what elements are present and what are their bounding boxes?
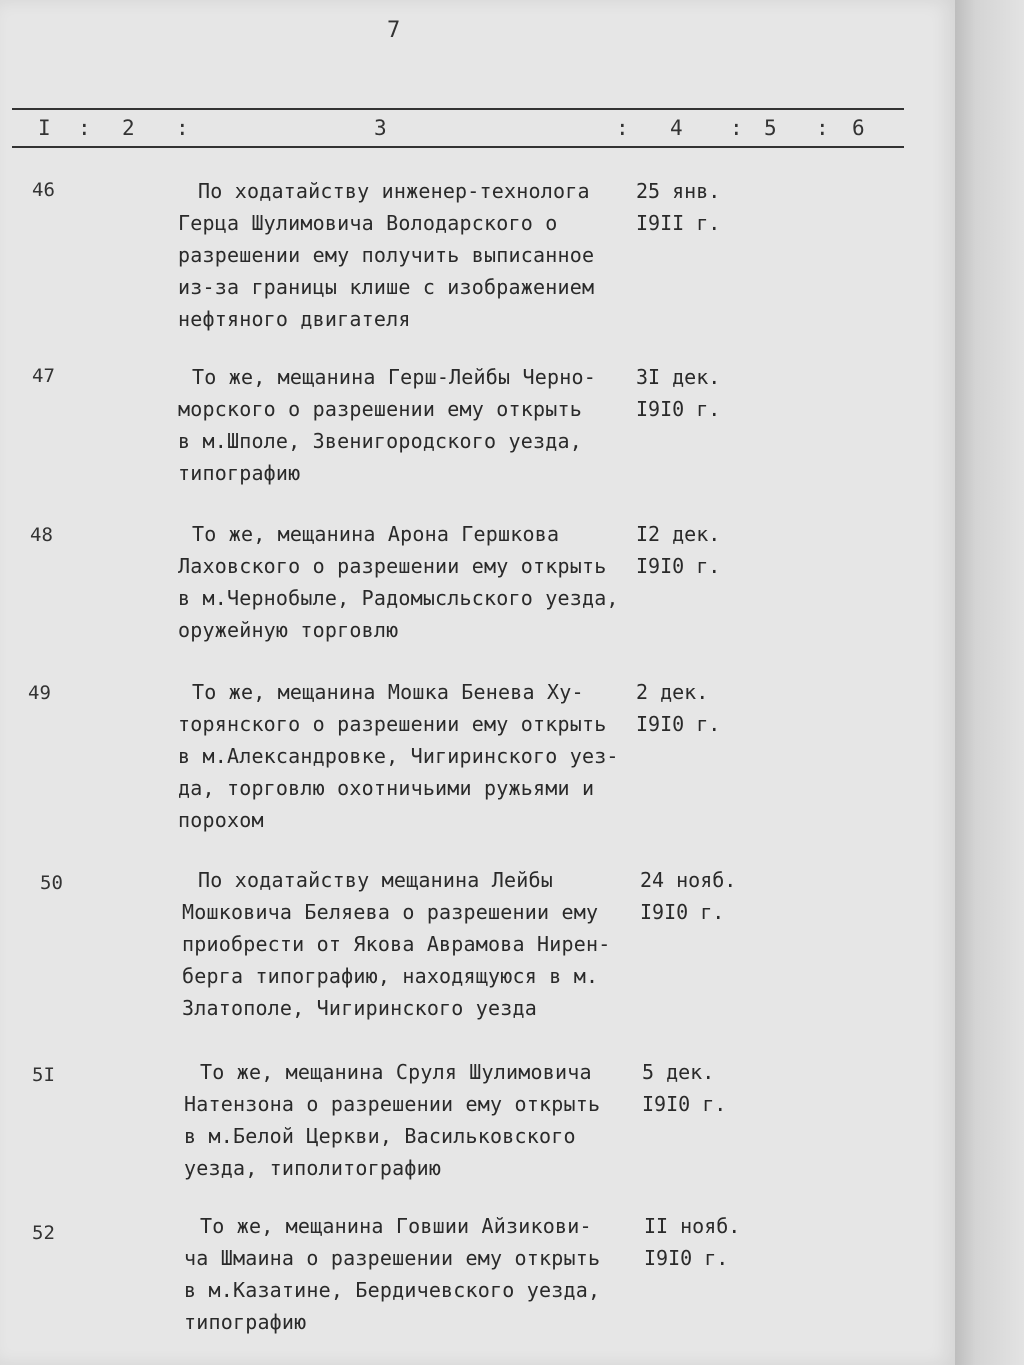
description-line: разрешении ему получить выписанное bbox=[178, 243, 595, 267]
date-year: I9I0 г. bbox=[636, 397, 721, 421]
entry-date bbox=[636, 361, 756, 425]
column-1-separator: : bbox=[78, 116, 91, 140]
entry-description bbox=[184, 1056, 644, 1184]
date-day: II нояб. bbox=[644, 1214, 741, 1238]
date-day: 24 нояб. bbox=[640, 868, 737, 892]
description-line: Мошковича Беляева о разрешении ему bbox=[182, 900, 599, 924]
description-line: приобрести от Якова Аврамова Нирен- bbox=[182, 932, 611, 956]
date-year: I9I0 г. bbox=[642, 1092, 727, 1116]
description-line: Герца Шулимовича Володарского о bbox=[178, 211, 558, 235]
description-line: торянского о разрешении ему открыть bbox=[178, 712, 607, 736]
column-3-label: 3 bbox=[374, 116, 387, 140]
column-3-separator: : bbox=[616, 116, 629, 140]
entry-date bbox=[636, 518, 756, 582]
column-4-separator: : bbox=[730, 116, 743, 140]
description-line: То же, мещанина Арона Гершкова bbox=[192, 522, 560, 546]
entry-date bbox=[642, 1056, 762, 1120]
description-line: То же, мещанина Герш-Лейбы Черно- bbox=[192, 365, 596, 389]
entry-date bbox=[640, 864, 760, 928]
entry-description bbox=[178, 175, 638, 335]
date-year: I9II г. bbox=[636, 211, 721, 235]
entry-description bbox=[178, 518, 638, 646]
description-line: в м.Белой Церкви, Васильковского bbox=[184, 1124, 576, 1148]
entry-description bbox=[178, 361, 638, 489]
column-2-label: 2 bbox=[122, 116, 135, 140]
entry-number: 49 bbox=[28, 682, 51, 704]
page-edge-shadow bbox=[955, 0, 1024, 1365]
date-day: 5 дек. bbox=[642, 1060, 715, 1084]
description-line: в м.Шполе, Звенигородского уезда, bbox=[178, 429, 582, 453]
description-line: из-за границы клише с изображением bbox=[178, 275, 595, 299]
column-2-separator: : bbox=[176, 116, 189, 140]
description-line: Натензона о разрешении ему открыть bbox=[184, 1092, 601, 1116]
description-line: нефтяного двигателя bbox=[178, 307, 411, 331]
description-line: в м.Александровке, Чигиринского уез- bbox=[178, 744, 619, 768]
description-line: типографию bbox=[184, 1310, 307, 1334]
column-5-label: 5 bbox=[764, 116, 777, 140]
date-day: I2 дек. bbox=[636, 522, 721, 546]
entry-description bbox=[184, 1210, 644, 1338]
description-line: Златополе, Чигиринского уезда bbox=[182, 996, 537, 1020]
header-top-rule bbox=[12, 108, 904, 110]
entry-date bbox=[644, 1210, 764, 1274]
page-number: 7 bbox=[387, 18, 401, 43]
description-line: То же, мещанина Говшии Айзикови- bbox=[200, 1214, 592, 1238]
entry-date bbox=[636, 676, 756, 740]
description-line: типографию bbox=[178, 461, 301, 485]
description-line: То же, мещанина Сруля Шулимовича bbox=[200, 1060, 592, 1084]
header-bottom-rule bbox=[12, 146, 904, 148]
description-line: морского о разрешении ему открыть bbox=[178, 397, 582, 421]
entry-number: 48 bbox=[30, 524, 53, 546]
entry-number: 46 bbox=[32, 179, 55, 201]
entry-number: 52 bbox=[32, 1222, 55, 1244]
description-line: да, торговлю охотничьими ружьями и bbox=[178, 776, 595, 800]
description-line: То же, мещанина Мошка Бенева Ху- bbox=[192, 680, 584, 704]
entry-date bbox=[636, 175, 756, 239]
date-day: 3I дек. bbox=[636, 365, 721, 389]
column-5-separator: : bbox=[816, 116, 829, 140]
column-1-label: I bbox=[38, 116, 51, 140]
entry-description bbox=[178, 676, 638, 836]
description-line: берга типографию, находящуюся в м. bbox=[182, 964, 599, 988]
entry-description bbox=[182, 864, 642, 1024]
description-line: оружейную торговлю bbox=[178, 618, 399, 642]
entry-number: 50 bbox=[40, 872, 63, 894]
column-6-label: 6 bbox=[852, 116, 865, 140]
date-year: I9I0 г. bbox=[636, 712, 721, 736]
description-line: в м.Чернобыле, Радомысльского уезда, bbox=[178, 586, 619, 610]
description-line: Лаховского о разрешении ему открыть bbox=[178, 554, 607, 578]
date-year: I9I0 г. bbox=[636, 554, 721, 578]
column-4-label: 4 bbox=[670, 116, 683, 140]
description-line: ча Шмаина о разрешении ему открыть bbox=[184, 1246, 601, 1270]
date-day: 25 янв. bbox=[636, 179, 721, 203]
description-line: в м.Казатине, Бердичевского уезда, bbox=[184, 1278, 601, 1302]
entry-number: 5I bbox=[32, 1064, 55, 1086]
entry-number: 47 bbox=[32, 365, 55, 387]
description-line: По ходатайству мещанина Лейбы bbox=[198, 868, 553, 892]
description-line: уезда, типолитографию bbox=[184, 1156, 442, 1180]
description-line: По ходатайству инженер-технолога bbox=[198, 179, 590, 203]
date-year: I9I0 г. bbox=[640, 900, 725, 924]
date-day: 2 дек. bbox=[636, 680, 709, 704]
description-line: порохом bbox=[178, 808, 264, 832]
date-year: I9I0 г. bbox=[644, 1246, 729, 1270]
